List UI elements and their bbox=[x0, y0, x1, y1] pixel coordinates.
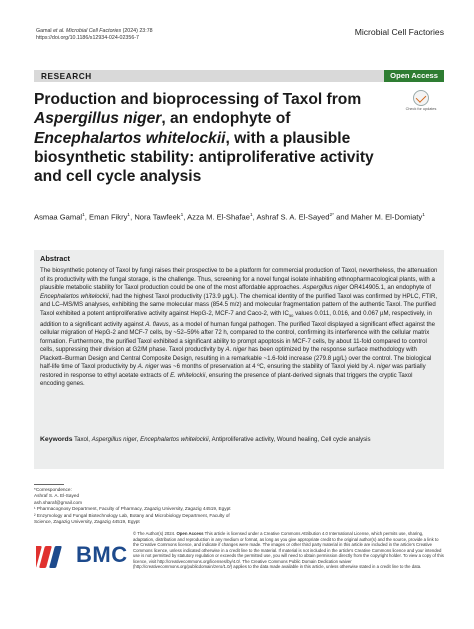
journal-ref: Gamal et al. Microbial Cell Factories (2024) 23:78 bbox=[36, 28, 153, 34]
journal-name: Microbial Cell Factories bbox=[354, 27, 444, 37]
check-for-updates-button[interactable] bbox=[405, 90, 437, 112]
check-updates-label: Check for updates bbox=[405, 107, 437, 111]
correspondence-email[interactable]: ash.sharaf@gmail.com bbox=[34, 499, 83, 505]
check-updates-icon bbox=[413, 90, 429, 106]
affiliation-2: ² Enzymology and Fungal Biotechnology Lab, Botany and Microbiology Department, Faculty of Science, Zagazig University, Zagazig 44519, Egypt bbox=[34, 512, 230, 524]
bmc-logo bbox=[36, 537, 136, 573]
article-title: Production and bioprocessing of Taxol from Aspergillus niger, an endophyte of Encephalartos whitelockii, with a plausible biosynthetic stability: antiproliferative activity and cell cycle analysis bbox=[34, 91, 374, 186]
abstract-text: The biosynthetic potency of Taxol by fungi raises their prospective to be a platform for commercial production of Taxol, nevertheless, the attenuation of its productivity with the fungal storage, is the challenge. Thus, screening for a novel fungal isolate inhabiting ethnopharmacological plants, with a plausible metabolic stability for Taxol production could be one of the most affordable approaches. Aspergillus niger OR414905.1, an endophyte of Encephalartos whitelockii, had the highest Taxol productivity (173.9 µg/L). The chemical identity of the purified Taxol was confirmed by HPLC, FTIR, and LC–MS/MS analyses, exhibiting the same molecular mass (854.5 m/z) and molecular fragmentation pattern of the authentic Taxol. The purified Taxol exhibited a potent antiproliferative activity against HepG-2, MCF-7 and Caco-2, with $IC_{50}$ values 0.011, 0.016, and 0.067 µM, respectively, in addition to a significant activity against A. flavus, as a model of human fungal pathogen. The purified Taxol displayed a significant effect against the cellular migration of HepG-2 and MCF-7 cells, by ~52–59% after 72 h, compared to the control, confirming its interference with the cellular matrix formation. Furthermore, the purified Taxol exhibited a significant ability to prompt apoptosis in MCF-7 cells, by about 11-fold compared to control cells, suppressing their division at G2/M phase. Taxol productivity by A. niger has been optimized by the response surface methodology with Plackett–Burman Design and Central Composite Design, resulting in a remarkable ~1.6-fold increase (279.8 µg/L) over the control. The biological half-life time of Taxol productivity by A. niger was ~6 months of preservation at 4 ºC, ensuring the stability of Taxol yield by A. niger was partially restored in response to ethyl acetate extracts of E. whitelockii, ensuring the presence of plant-derived signals that triggers the cryptic Taxol encoding genes. bbox=[40, 267, 438, 388]
article-type-label: RESEARCH bbox=[41, 71, 92, 81]
doi-link[interactable]: https://doi.org/10.1186/s12934-024-02356-7 bbox=[36, 35, 139, 41]
license-statement: © The Author(s) 2024. Open Access This article is licensed under a Creative Commons Attribution 4.0 International License, which permits use, sharing, adaptation, distribution and reproduction in any medium or format, as long as you give appropriate credit to the original author(s) and the source, provide a link to the Creative Commons licence, and indicate if changes were made. The images or other third party material in this article are included in the article's Creative Commons licence, unless indicated otherwise in a credit line to the material. If material is not included in the article's Creative Commons licence and your intended use is not permitted by statutory regulation or exceeds the permitted use, you will need to obtain permission directly from the copyright holder. To view a copy of this licence, visit http://creativecommons.org/licenses/by/4.0/. The Creative Commons Public Domain Dedication waiver (http://creativecommons.org/publicdomain/zero/1.0/) applies to the data made available in this article, unless otherwise stated in a credit line to the data. bbox=[133, 531, 444, 570]
keywords-label: Keywords bbox=[40, 436, 73, 443]
open-access-badge: Open Access bbox=[384, 70, 444, 82]
abstract-section bbox=[34, 250, 444, 469]
bmc-logo-text: BMC bbox=[76, 542, 128, 567]
abstract-heading: Abstract bbox=[40, 254, 70, 263]
keywords-line: Keywords Taxol, Aspergillus niger, Encephalartos whitelockii, Antiproliferative activity, Wound healing, Cell cycle analysis bbox=[40, 436, 371, 443]
affiliation-1: ¹ Pharmacognosy Department, Faculty of Pharmacy, Zagazig University, Zagazig 44519, Egypt bbox=[34, 506, 231, 512]
footnotes bbox=[34, 484, 234, 525]
author-list: Asmaa Gamal$^1$, Eman Fikry$^1$, Nora Tawfeek$^1$, Azza M. El-Shafae$^1$, Ashraf S. A. El-Sayed$^{2*}$ and Maher M. El-Domiaty$^1$ bbox=[34, 212, 425, 222]
article-type-banner bbox=[34, 70, 444, 82]
footnote-divider bbox=[34, 484, 64, 485]
correspondence-name: Ashraf S. A. El-Sayed bbox=[34, 493, 80, 499]
citation-header bbox=[36, 28, 153, 42]
correspondence-label: *Correspondence: bbox=[34, 487, 72, 492]
